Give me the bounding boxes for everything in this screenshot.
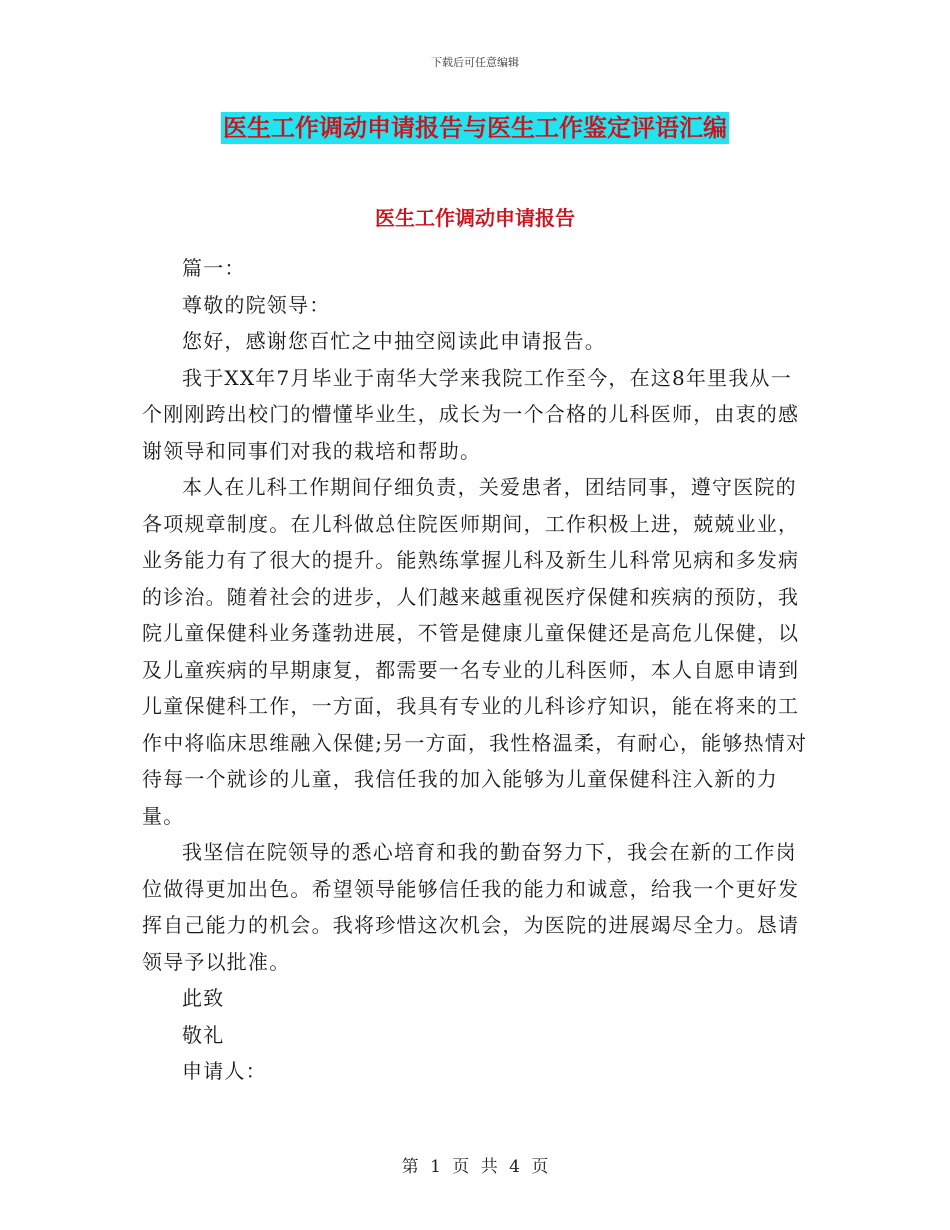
paragraph-background: 我于XX年7月毕业于南华大学来我院工作至今，在这8年里我从一个刚刚跨出校门的懵懂毕业生，成长为一个合格的儿科医师，由衷的感谢领导和同事们对我的栽培和帮助。 (142, 365, 800, 463)
section-title: 医生工作调动申请报告 (375, 206, 575, 230)
header-note: 下载后可任意编辑 (431, 56, 519, 69)
paragraph-salutation: 尊敬的院领导： (182, 292, 331, 317)
paragraph-experience: 本人在儿科工作期间仔细负责，关爱患者，团结同事，遵守医院的各项规章制度。在儿科做总住院医师期间，工作积极上进，兢兢业业，业务能力有了很大的提升。能熟练掌握儿科及新生儿科常见病和多发病的诊治。随着社会的进步，人们越来越重视医疗保健和疾病的预防，我院儿童保健科业务蓬勃进展，不管是健康儿童保健还是高危儿保健，以及儿童疾病的早期康复，都需要一名专业的儿科医师，本人自愿申请到儿童保健科工作，一方面，我具有专业的儿科诊疗知识，能在将来的工作中将临床思维融入保健;另一方面，我性格温柔，有耐心，能够热情对待每一个就诊的儿童，我信任我的加入能够为儿童保健科注入新的力量。 (142, 475, 808, 828)
paragraph-chapter-label: 篇一： (182, 256, 246, 280)
document-body (142, 250, 810, 1090)
paragraph-greeting: 您好，感谢您百忙之中抽空阅读此申请报告。 (182, 329, 606, 353)
paragraph-signature: 申请人： (182, 1059, 267, 1083)
page-footer: 第 1 页 共 4 页 (401, 1157, 549, 1177)
paragraph-closing-2: 敬礼 (182, 1022, 225, 1047)
paragraph-closing-1: 此致 (182, 986, 225, 1010)
main-title: 医生工作调动申请报告与医生工作鉴定评语汇编 (223, 114, 727, 142)
paragraph-request: 我坚信在院领导的悉心培育和我的勤奋努力下，我会在新的工作岗位做得更加出色。希望领导能够信任我的能力和诚意，给我一个更好发挥自己能力的机会。我将珍惜这次机会，为医院的进展竭尽全力。恳请领导予以批准。 (142, 840, 800, 974)
